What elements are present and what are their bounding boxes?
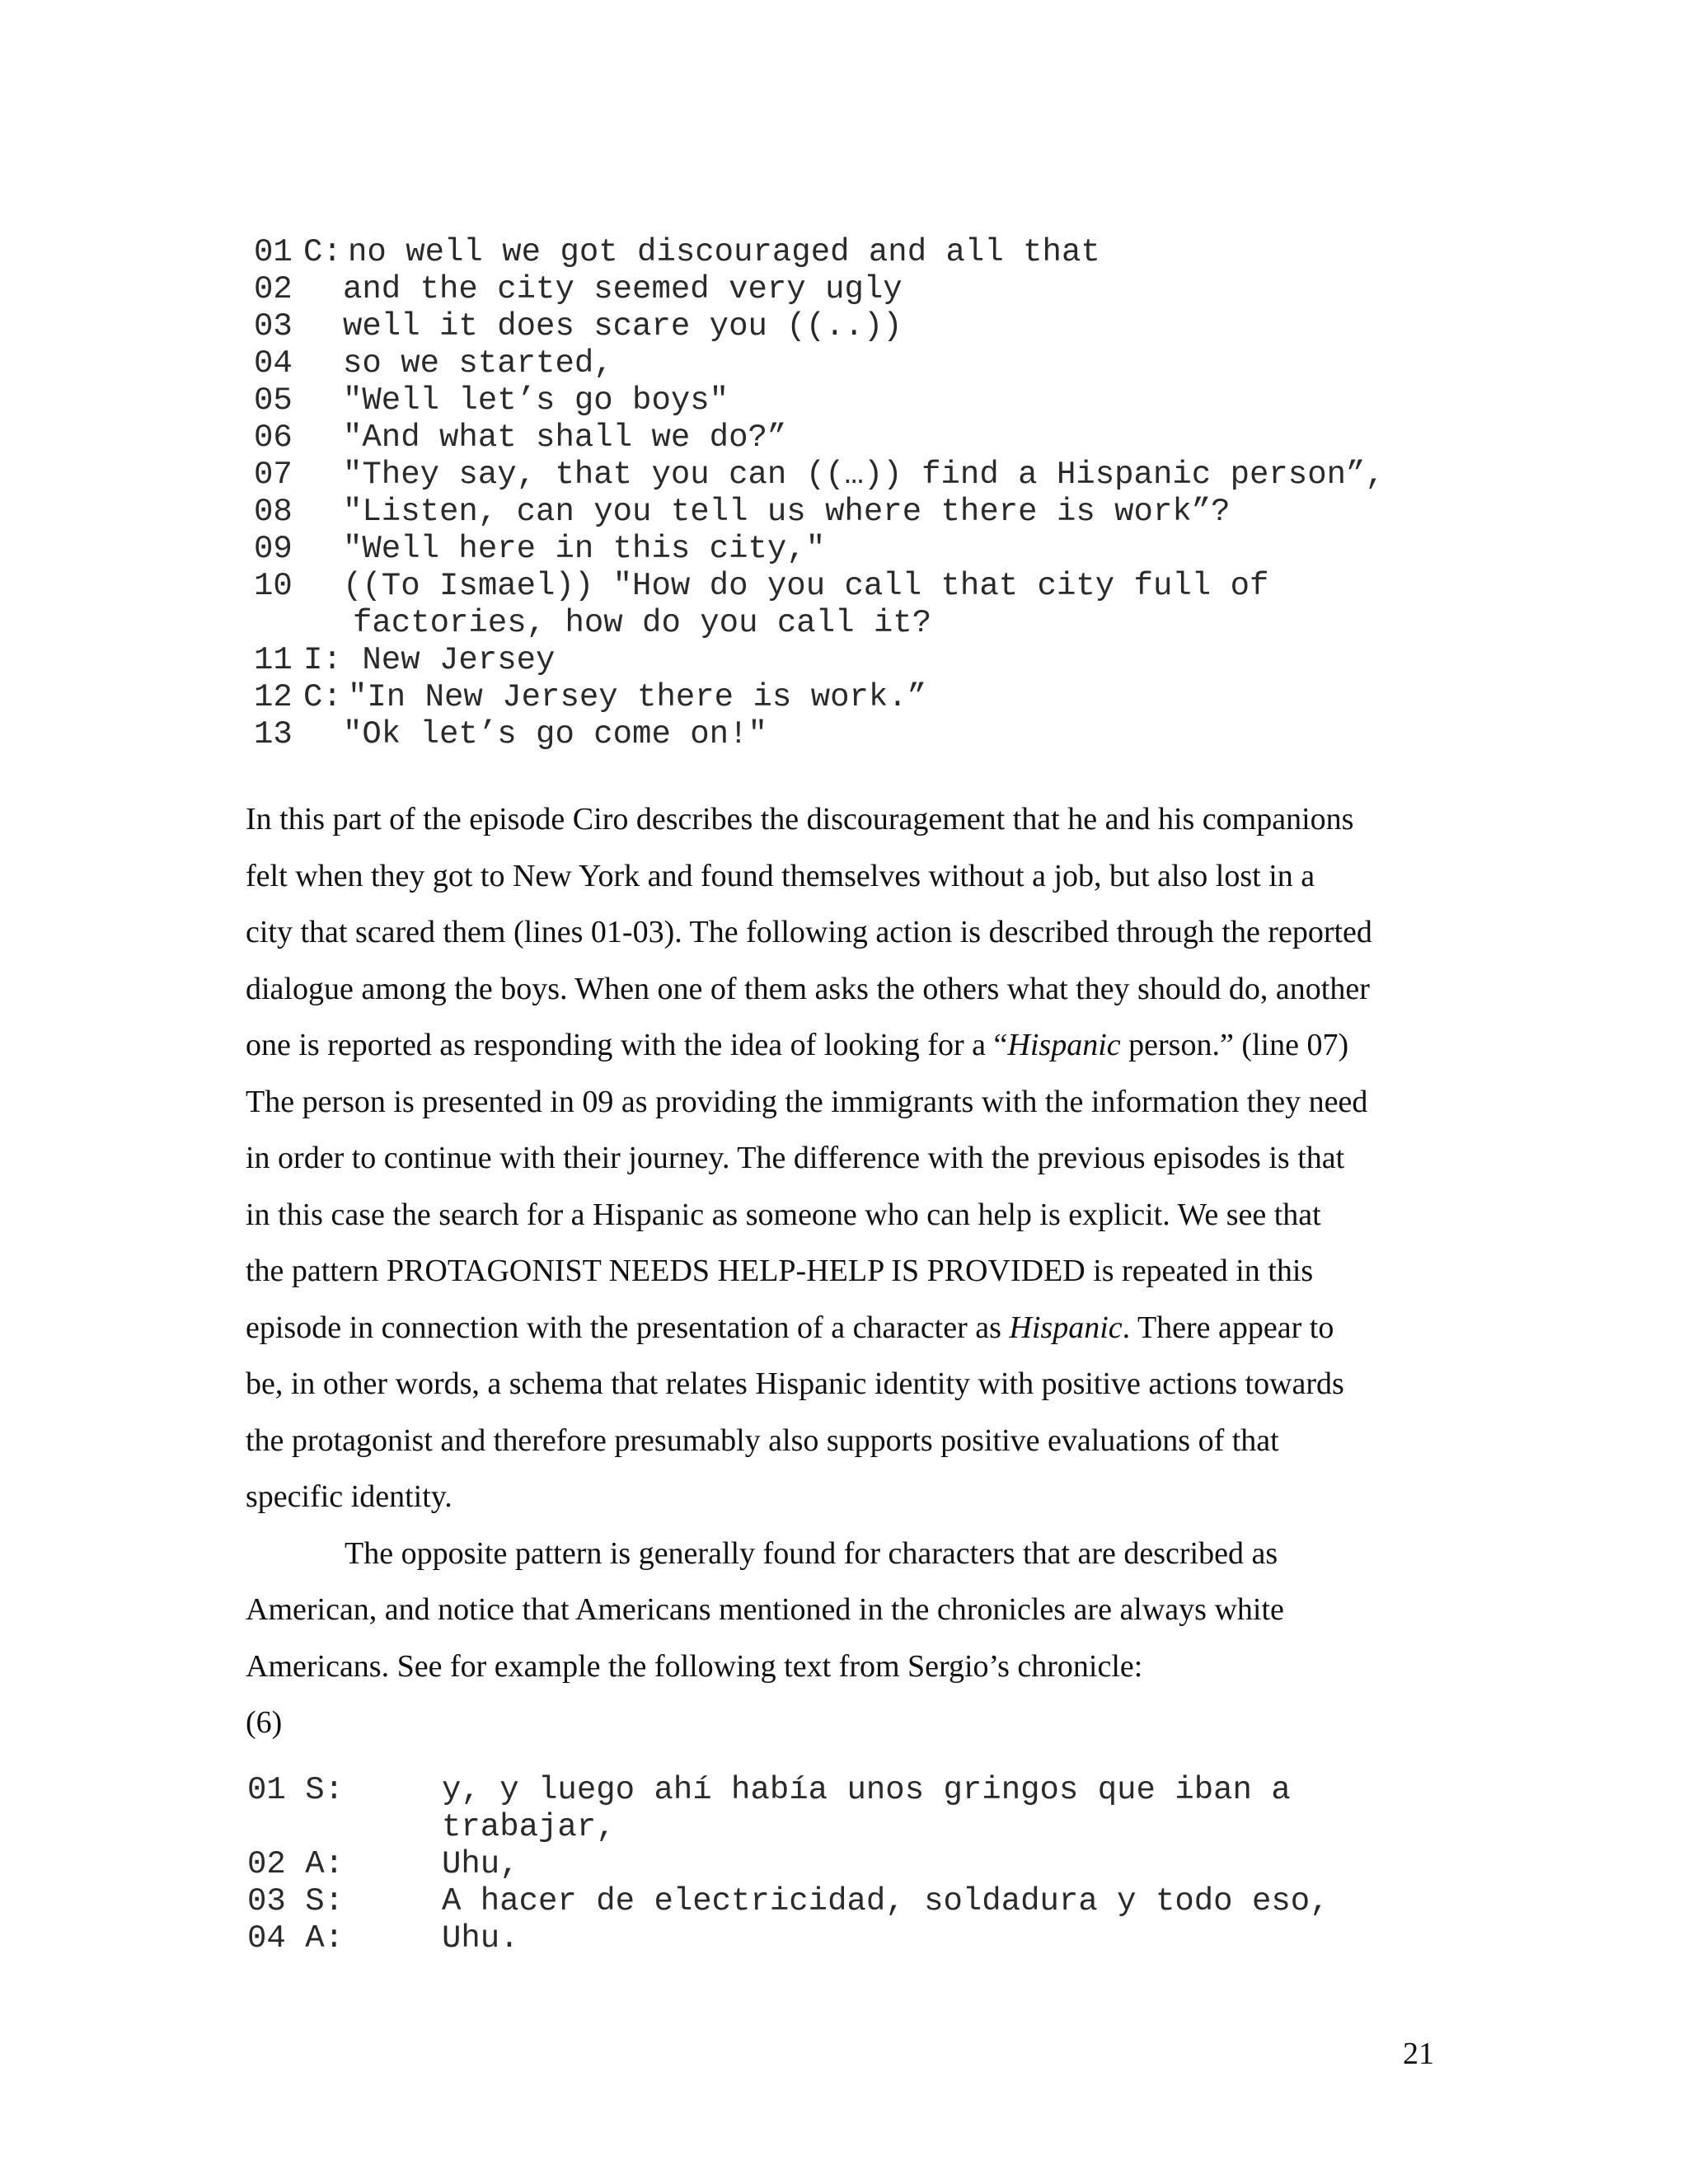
line-number: 09 <box>254 531 293 567</box>
italic-term: Hispanic <box>1007 1028 1121 1062</box>
transcript-line <box>254 234 1457 271</box>
page-number: 21 <box>1403 2036 1434 2071</box>
text-run: . There appear to <box>1122 1310 1334 1345</box>
paragraph-line: be, in other words, a schema that relates Hispanic identity with positive actions towards <box>246 1366 1344 1401</box>
utterance-text: ((To Ismael)) "How do you call that city full of <box>343 568 1269 604</box>
speaker-label: C: <box>303 679 342 715</box>
line-number: 06 <box>254 419 293 456</box>
transcript-line <box>247 1883 1451 1920</box>
utterance-text: "They say, that you can ((…)) find a Hispanic person”, <box>343 457 1385 493</box>
line-label: 04 A: <box>247 1920 345 1957</box>
utterance-text: y, y luego ahí había unos gringos que iban a <box>442 1772 1291 1808</box>
utterance-text: "Ok let’s go come on!" <box>343 716 767 752</box>
paragraph-line: in this case the search for a Hispanic as someone who can help is explicit. We see that <box>246 1197 1321 1232</box>
paragraph-line: specific identity. <box>246 1479 452 1514</box>
transcript-line <box>254 419 1457 457</box>
line-label: 03 S: <box>247 1883 345 1919</box>
utterance-text: A hacer de electricidad, soldadura y todo eso, <box>442 1883 1329 1919</box>
transcript-line <box>254 457 1457 494</box>
transcript-line-continuation <box>254 605 1457 642</box>
transcript-line <box>254 382 1457 419</box>
paragraph-line: American, and notice that Americans mentioned in the chronicles are always white <box>246 1592 1284 1627</box>
transcript-line <box>254 494 1457 531</box>
paragraph-line: the pattern PROTAGONIST NEEDS HELP-HELP IS PROVIDED is repeated in this <box>246 1254 1314 1288</box>
utterance-text: and the city seemed very ugly <box>343 271 903 307</box>
paragraph-line: The opposite pattern is generally found for characters that are described as <box>345 1535 1278 1571</box>
line-number: 01 <box>254 234 293 270</box>
utterance-text: "And what shall we do?” <box>343 419 787 456</box>
line-label: 01 S: <box>247 1772 345 1808</box>
utterance-text: factories, how do you call it? <box>353 605 932 641</box>
paragraph-line <box>246 1300 1432 1357</box>
transcript-line <box>247 1846 1451 1883</box>
paragraph-line: in order to continue with their journey. The difference with the previous episodes is that <box>246 1141 1345 1175</box>
paragraph-line: dialogue among the boys. When one of them asks the others what they should do, another <box>246 971 1370 1006</box>
utterance-text: no well we got discouraged and all that <box>348 234 1100 270</box>
transcript-line <box>254 345 1457 382</box>
line-number: 04 <box>254 345 293 382</box>
utterance-text: "Well let’s go boys" <box>343 382 729 419</box>
line-number: 07 <box>254 457 293 493</box>
transcript-line <box>254 308 1457 345</box>
line-number: 13 <box>254 716 293 752</box>
paragraph-line <box>246 1017 1432 1074</box>
utterance-text: "In New Jersey there is work.” <box>348 679 927 715</box>
paragraph-line: In this part of the episode Ciro describes the discouragement that he and his companions <box>246 802 1354 837</box>
utterance-text: "Listen, can you tell us where there is work”? <box>343 494 1231 530</box>
utterance-text: so we started, <box>343 345 613 382</box>
transcript-line <box>254 716 1457 753</box>
line-number: 02 <box>254 271 293 307</box>
utterance-text: Uhu, <box>442 1846 519 1882</box>
paragraph-line: The person is presented in 09 as providing the immigrants with the information they need <box>246 1084 1368 1119</box>
line-number: 05 <box>254 382 293 419</box>
utterance-text: "Well here in this city," <box>343 531 826 567</box>
text-run: one is reported as responding with the idea of looking for a “ <box>246 1028 1008 1062</box>
paragraph-line: city that scared them (lines 01-03). The following action is described through the reported <box>246 915 1372 949</box>
line-number: 03 <box>254 308 293 344</box>
transcript-excerpt-sergio <box>247 1772 1451 1957</box>
transcript-line <box>254 568 1457 605</box>
line-label: 02 A: <box>247 1846 345 1882</box>
line-number: 12 <box>254 679 293 715</box>
text-run: person.” (line 07) <box>1120 1028 1349 1062</box>
utterance-text: well it does scare you ((..)) <box>343 308 903 344</box>
transcript-line <box>247 1920 1451 1957</box>
example-number: (6) <box>246 1705 283 1740</box>
line-number: 08 <box>254 494 293 530</box>
text-run: episode in connection with the presentation of a character as <box>246 1310 1010 1345</box>
speaker-label: C: <box>303 234 342 270</box>
line-number: 10 <box>254 568 293 604</box>
transcript-line <box>254 531 1457 568</box>
utterance-text: trabajar, <box>442 1809 616 1845</box>
utterance-text: New Jersey <box>343 642 556 678</box>
transcript-line <box>254 271 1457 308</box>
utterance-text: Uhu. <box>442 1920 519 1957</box>
transcript-excerpt-ciro <box>254 234 1457 753</box>
paragraph-line: the protagonist and therefore presumably also supports positive evaluations of that <box>246 1422 1279 1458</box>
body-text <box>246 791 1432 1751</box>
paragraph-line: felt when they got to New York and found themselves without a job, but also lost in a <box>246 858 1315 893</box>
paragraph-line: Americans. See for example the following text from Sergio’s chronicle: <box>246 1648 1143 1684</box>
line-number: 11 <box>254 642 293 678</box>
transcript-line <box>247 1772 1451 1809</box>
speaker-label: I: <box>303 642 342 678</box>
italic-term: Hispanic <box>1009 1310 1123 1345</box>
transcript-line-continuation <box>247 1809 1451 1846</box>
transcript-line <box>254 679 1457 716</box>
transcript-line <box>254 642 1457 679</box>
